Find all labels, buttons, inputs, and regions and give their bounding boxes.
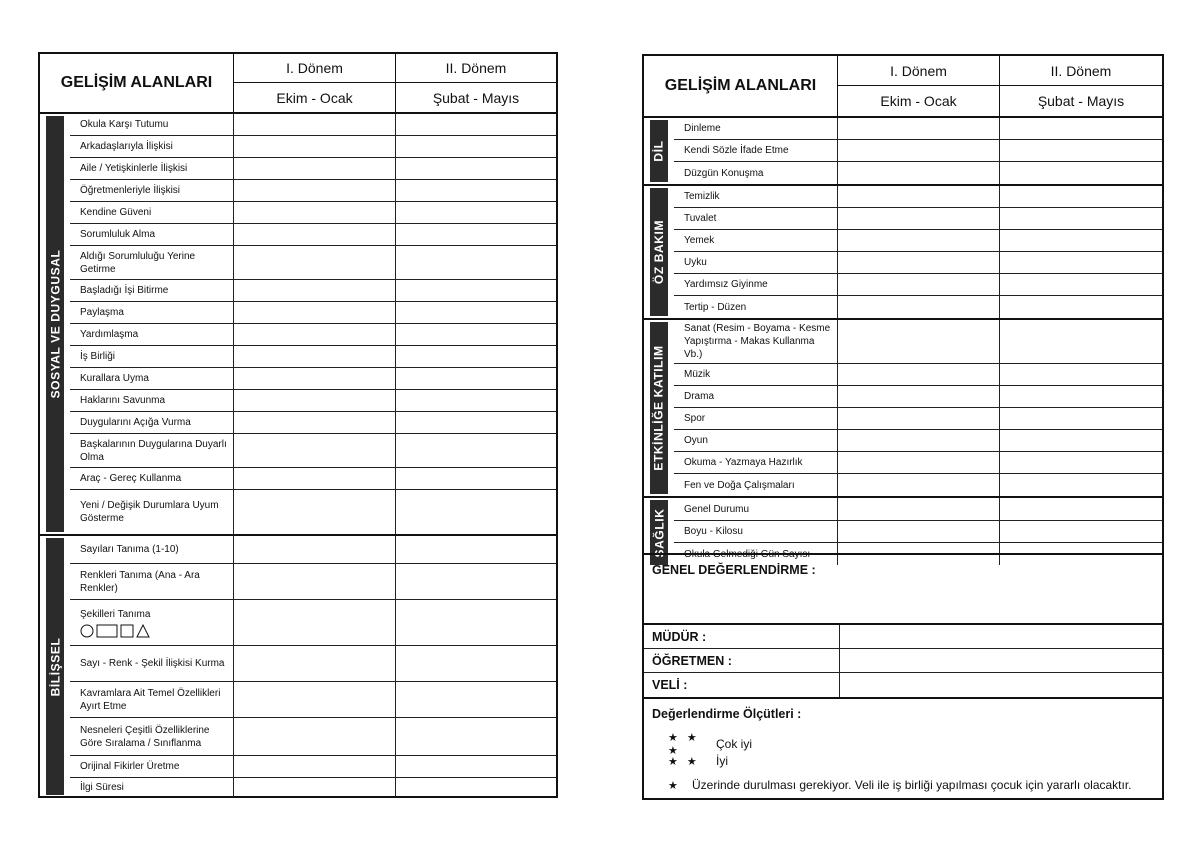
term-2-months: Şubat - Mayıs <box>432 89 520 106</box>
section-label <box>46 116 64 532</box>
row-label <box>674 162 838 184</box>
term-2-label: II. Dönem <box>396 54 556 83</box>
criteria-title: Değerlendirme Ölçütleri : <box>652 707 802 721</box>
evaluation-criteria <box>644 697 1162 798</box>
term-2-cell[interactable] <box>396 646 556 681</box>
table-row <box>674 296 1162 318</box>
term-1-cell[interactable] <box>234 682 396 717</box>
table-row <box>674 208 1162 230</box>
row-label <box>674 208 838 229</box>
term-1-cell[interactable] <box>838 521 1000 542</box>
table-row <box>70 224 556 246</box>
row-label <box>70 280 234 301</box>
term-2-cell[interactable] <box>396 180 556 201</box>
term-1-label: I. Dönem <box>234 54 395 83</box>
row-label-text: Dinleme <box>684 123 721 134</box>
signature-divider <box>839 673 840 697</box>
term-1-cell[interactable] <box>234 468 396 489</box>
row-label-text: Öğretmenleriyle İlişkisi <box>80 185 181 196</box>
row-label <box>674 408 838 429</box>
table-row <box>674 364 1162 386</box>
term-2-cell[interactable] <box>1000 274 1162 295</box>
table-row <box>674 408 1162 430</box>
term-1-cell[interactable] <box>234 390 396 411</box>
term-1-cell[interactable] <box>838 474 1000 496</box>
section-sosyal-ve-duygusal <box>40 114 556 536</box>
criteria-text: Üzerinde durulması gerekiyor. Veli ile iş birliği yapılması çocuk için yararlı olacaktır. <box>692 778 1132 792</box>
row-label-text: Sayı - Renk - Şekil İlişkisi Kurma <box>80 658 225 669</box>
general-evaluation-title: GENEL DEĞERLENDİRME : <box>652 563 816 577</box>
term-2-cell[interactable] <box>1000 474 1162 496</box>
term-1-cell[interactable] <box>234 536 396 563</box>
table-row <box>70 368 556 390</box>
table-row <box>70 536 556 564</box>
term-2-cell[interactable] <box>396 600 556 645</box>
term-2-cell[interactable] <box>1000 186 1162 207</box>
table-row <box>674 230 1162 252</box>
term-1-cell[interactable] <box>838 140 1000 161</box>
section-etki-nli-ğe-katilim <box>644 320 1162 498</box>
row-label-text: Kavramlara Ait Temel Özellikleri Ayırt Etme <box>80 687 221 712</box>
star-icon: ★ <box>668 779 681 792</box>
term-1-cell[interactable] <box>234 434 396 467</box>
principal-signature-row[interactable] <box>644 625 1162 649</box>
row-label <box>70 158 234 179</box>
term-1-cell[interactable] <box>234 646 396 681</box>
row-label <box>70 536 234 563</box>
table-row <box>674 521 1162 543</box>
term-2-cell[interactable] <box>1000 452 1162 473</box>
signature-divider <box>839 649 840 672</box>
term-2-cell[interactable] <box>1000 364 1162 385</box>
table-row <box>70 490 556 534</box>
table-row <box>70 202 556 224</box>
row-label-text: İş Birliği <box>80 351 116 362</box>
criteria-good <box>668 754 728 768</box>
row-label <box>70 682 234 717</box>
row-label-text: Kendine Güveni <box>80 207 152 218</box>
row-label-text: Düzgün Konuşma <box>684 167 764 179</box>
term-2-cell[interactable] <box>396 564 556 599</box>
term-2-cell[interactable] <box>1000 140 1162 161</box>
term-2-cell[interactable] <box>396 756 556 777</box>
term-1-cell[interactable] <box>234 114 396 135</box>
term-2-cell[interactable] <box>396 114 556 135</box>
star-icon: ★ ★ <box>668 755 700 768</box>
term-2-cell[interactable] <box>396 324 556 345</box>
left-page <box>38 52 558 798</box>
term-2-cell[interactable] <box>1000 386 1162 407</box>
row-label-text: Yemek <box>684 235 715 246</box>
row-label-text: Drama <box>684 391 715 402</box>
row-label <box>674 274 838 295</box>
header-term-1 <box>234 54 396 112</box>
row-label <box>674 296 838 318</box>
term-1-cell[interactable] <box>838 408 1000 429</box>
table-row <box>674 252 1162 274</box>
term-2-cell[interactable] <box>396 468 556 489</box>
criteria-text: Çok iyi <box>716 737 753 751</box>
term-1-cell[interactable] <box>234 600 396 645</box>
parent-signature-row[interactable] <box>644 673 1162 697</box>
row-label-text: Haklarını Savunma <box>80 395 166 406</box>
term-2-label: II. Dönem <box>1000 56 1162 86</box>
table-row <box>674 386 1162 408</box>
row-label-text: Nesneleri Çeşitli Özelliklerine Göre Sıralama / Sınıflanma <box>80 724 210 749</box>
header-title: GELİŞİM ALANLARI <box>40 54 234 112</box>
term-1-cell[interactable] <box>234 718 396 755</box>
term-1-cell[interactable] <box>838 452 1000 473</box>
term-1-cell[interactable] <box>838 386 1000 407</box>
term-2-cell[interactable] <box>396 368 556 389</box>
table-row <box>674 320 1162 364</box>
parent-label: VELİ : <box>652 678 688 692</box>
term-2-cell[interactable] <box>1000 408 1162 429</box>
row-label-text: Boyu - Kilosu <box>684 526 743 537</box>
term-1-cell[interactable] <box>234 158 396 179</box>
term-2-cell[interactable] <box>1000 430 1162 451</box>
term-1-cell[interactable] <box>234 564 396 599</box>
term-1-cell[interactable] <box>838 208 1000 229</box>
term-1-cell[interactable] <box>234 280 396 301</box>
term-2-cell[interactable] <box>1000 498 1162 520</box>
teacher-label: ÖĞRETMEN : <box>652 653 732 668</box>
row-label-text: Duygularını Açığa Vurma <box>80 417 191 428</box>
term-1-cell[interactable] <box>838 162 1000 184</box>
table-row <box>70 600 556 646</box>
term-2-cell[interactable] <box>396 434 556 467</box>
term-1-cell[interactable] <box>234 412 396 433</box>
header-title: GELİŞİM ALANLARI <box>644 56 838 116</box>
table-row <box>70 468 556 490</box>
row-label <box>70 646 234 681</box>
term-1-cell[interactable] <box>838 296 1000 318</box>
section-di-l <box>644 118 1162 186</box>
row-label-text: Yardımsız Giyinme <box>684 279 768 290</box>
term-1-cell[interactable] <box>838 186 1000 207</box>
term-1-cell[interactable] <box>838 320 1000 363</box>
term-1-months: Ekim - Ocak <box>276 89 353 106</box>
row-label <box>70 368 234 389</box>
term-2-cell[interactable] <box>396 718 556 755</box>
section-title: DİL <box>652 140 667 162</box>
term-2-cell[interactable] <box>396 158 556 179</box>
term-1-cell[interactable] <box>234 202 396 223</box>
term-2-cell[interactable] <box>396 136 556 157</box>
term-1-cell[interactable] <box>234 180 396 201</box>
right-page <box>642 54 1164 800</box>
term-2-cell[interactable] <box>1000 162 1162 184</box>
term-1-cell[interactable] <box>234 246 396 279</box>
row-label <box>70 202 234 223</box>
term-1-cell[interactable] <box>838 364 1000 385</box>
row-label <box>70 114 234 135</box>
row-label <box>674 186 838 207</box>
row-label <box>674 118 838 139</box>
row-label-text: Başladığı İşi Bitirme <box>80 285 169 296</box>
row-label <box>70 718 234 755</box>
section-label <box>650 188 668 316</box>
term-1-cell[interactable] <box>234 778 396 797</box>
row-label <box>674 252 838 273</box>
header <box>644 56 1162 118</box>
table-row <box>70 158 556 180</box>
section-label <box>650 120 668 182</box>
term-1-cell[interactable] <box>234 368 396 389</box>
term-2-cell[interactable] <box>1000 521 1162 542</box>
row-label-text: Şekilleri Tanıma <box>80 608 151 620</box>
table-row <box>674 274 1162 296</box>
row-label-text: Aile / Yetişkinlerle İlişkisi <box>80 163 188 174</box>
row-label-text: Renkleri Tanıma (Ana - Ara Renkler) <box>80 569 200 594</box>
term-2-cell[interactable] <box>396 202 556 223</box>
term-2-cell[interactable] <box>396 682 556 717</box>
row-label-text: Uyku <box>684 257 707 268</box>
term-2-cell[interactable] <box>396 778 556 797</box>
header-term-1 <box>838 56 1000 116</box>
row-label-text: Müzik <box>684 369 711 380</box>
principal-label: MÜDÜR : <box>652 629 707 644</box>
shapes-icon <box>80 624 160 638</box>
row-label-text: Paylaşma <box>80 307 124 318</box>
row-label-text: Tertip - Düzen <box>684 301 747 313</box>
row-label <box>70 564 234 599</box>
row-label-text: Kurallara Uyma <box>80 373 149 384</box>
row-label-text: Fen ve Doğa Çalışmaları <box>684 479 795 491</box>
term-1-cell[interactable] <box>838 230 1000 251</box>
row-label <box>70 412 234 433</box>
term-2-cell[interactable] <box>1000 252 1162 273</box>
section-title: ÖZ BAKIM <box>652 219 667 285</box>
table-row <box>70 646 556 682</box>
row-label <box>70 756 234 777</box>
row-label <box>70 468 234 489</box>
table-row <box>674 118 1162 140</box>
row-label <box>674 474 838 496</box>
term-1-cell[interactable] <box>838 118 1000 139</box>
table-row <box>70 280 556 302</box>
term-2-months: Şubat - Mayıs <box>1037 93 1125 109</box>
row-label <box>674 452 838 473</box>
table-row <box>70 302 556 324</box>
row-label <box>70 390 234 411</box>
row-label <box>674 230 838 251</box>
row-label <box>674 140 838 161</box>
row-label-text: Sayıları Tanıma (1-10) <box>80 544 179 555</box>
row-label-text: İlgi Süresi <box>80 782 124 793</box>
teacher-signature-row[interactable] <box>644 649 1162 673</box>
term-1-months: Ekim - Ocak <box>880 93 957 109</box>
criteria-text: İyi <box>716 754 728 768</box>
row-label-text: Sanat (Resim - Boyama - Kesme Yapıştırma - Makas Kullanma Vb.) <box>684 323 831 360</box>
term-2-cell[interactable] <box>396 346 556 367</box>
row-label <box>70 324 234 345</box>
term-1-cell[interactable] <box>234 302 396 323</box>
row-label-text: Genel Durumu <box>684 503 750 515</box>
table-row <box>70 682 556 718</box>
term-1-cell[interactable] <box>838 430 1000 451</box>
table-row <box>674 452 1162 474</box>
row-label <box>674 386 838 407</box>
table-row <box>70 114 556 136</box>
table-row <box>70 136 556 158</box>
signature-divider <box>839 625 840 648</box>
term-2-cell[interactable] <box>1000 296 1162 318</box>
row-label-text: Orijinal Fikirler Üretme <box>80 761 180 772</box>
row-label-text: Spor <box>684 413 706 424</box>
term-2-cell[interactable] <box>396 390 556 411</box>
row-label-text: Kendi Sözle İfade Etme <box>684 145 789 156</box>
table-row <box>674 498 1162 521</box>
header-term-2 <box>396 54 556 112</box>
row-label <box>70 434 234 467</box>
term-2-cell[interactable] <box>1000 230 1162 251</box>
row-label <box>70 136 234 157</box>
row-label-text: Aldığı Sorumluluğu Yerine Getirme <box>80 250 196 275</box>
row-label <box>674 320 838 363</box>
term-1-cell[interactable] <box>234 136 396 157</box>
term-1-cell[interactable] <box>838 498 1000 520</box>
term-2-cell[interactable] <box>1000 208 1162 229</box>
section-öz-bakim <box>644 186 1162 320</box>
general-evaluation[interactable] <box>644 553 1162 625</box>
row-label-text: Başkalarının Duygularına Duyarlı Olma <box>80 438 227 463</box>
section-title: SOSYAL VE DUYGUSAL <box>48 249 62 399</box>
term-1-cell[interactable] <box>838 252 1000 273</box>
section-title: ETKİNLİĞE KATILIM <box>652 345 666 471</box>
table-row <box>674 430 1162 452</box>
term-2-cell[interactable] <box>396 224 556 245</box>
row-label <box>70 302 234 323</box>
table-row <box>70 434 556 468</box>
term-1-cell[interactable] <box>234 756 396 777</box>
term-2-cell[interactable] <box>396 246 556 279</box>
table-row <box>674 162 1162 184</box>
row-label <box>674 521 838 542</box>
header <box>40 54 556 114</box>
term-2-cell[interactable] <box>396 280 556 301</box>
row-label-text: Okula Karşı Tutumu <box>80 119 169 130</box>
table-row <box>70 246 556 280</box>
row-label-text: Yardımlaşma <box>80 329 139 340</box>
term-1-cell[interactable] <box>234 224 396 245</box>
term-1-cell[interactable] <box>234 346 396 367</box>
table-row <box>70 778 556 797</box>
header-term-2 <box>1000 56 1162 116</box>
row-label <box>70 224 234 245</box>
row-label-text: Okula Gelmediği Gün Sayısı <box>684 548 811 560</box>
term-2-cell[interactable] <box>396 302 556 323</box>
row-label-text: Arkadaşlarıyla İlişkisi <box>80 141 173 152</box>
table-row <box>674 140 1162 162</box>
row-label-text: Tuvalet <box>684 213 717 224</box>
star-icon: ★ ★ ★ <box>668 732 700 757</box>
table-row <box>70 346 556 368</box>
term-2-cell[interactable] <box>1000 118 1162 139</box>
row-label-text: Temizlik <box>684 191 720 202</box>
row-label <box>674 364 838 385</box>
row-label <box>70 600 234 645</box>
table-row <box>70 390 556 412</box>
row-label-text: Sorumluluk Alma <box>80 229 156 240</box>
row-label-text: Araç - Gereç Kullanma <box>80 473 182 484</box>
row-label <box>674 498 838 520</box>
table-row <box>70 564 556 600</box>
section-label <box>650 322 668 494</box>
table-row <box>70 756 556 778</box>
table-row <box>674 474 1162 496</box>
row-label-text: Yeni / Değişik Durumlara Uyum Gösterme <box>80 500 219 524</box>
criteria-needs-attention <box>668 778 1132 792</box>
section-title: BİLİŞSEL <box>48 637 62 696</box>
table-row <box>70 412 556 434</box>
table-row <box>674 186 1162 208</box>
term-2-cell[interactable] <box>396 490 556 534</box>
term-2-cell[interactable] <box>396 536 556 563</box>
row-label <box>674 430 838 451</box>
row-label <box>70 778 234 797</box>
table-row <box>70 324 556 346</box>
term-1-cell[interactable] <box>234 490 396 534</box>
row-label <box>70 346 234 367</box>
row-label <box>70 180 234 201</box>
row-label-text: Oyun <box>684 435 708 446</box>
term-1-cell[interactable] <box>838 274 1000 295</box>
section-label <box>46 538 64 795</box>
row-label <box>70 490 234 534</box>
row-label <box>70 246 234 279</box>
term-2-cell[interactable] <box>396 412 556 433</box>
term-2-cell[interactable] <box>1000 320 1162 363</box>
term-1-cell[interactable] <box>234 324 396 345</box>
term-1-label: I. Dönem <box>838 56 999 86</box>
section-title: SAĞLIK <box>652 508 666 557</box>
section-bi-li-şsel <box>40 536 556 797</box>
table-row <box>70 180 556 202</box>
table-row <box>70 718 556 756</box>
row-label-text: Okuma - Yazmaya Hazırlık <box>684 457 803 468</box>
